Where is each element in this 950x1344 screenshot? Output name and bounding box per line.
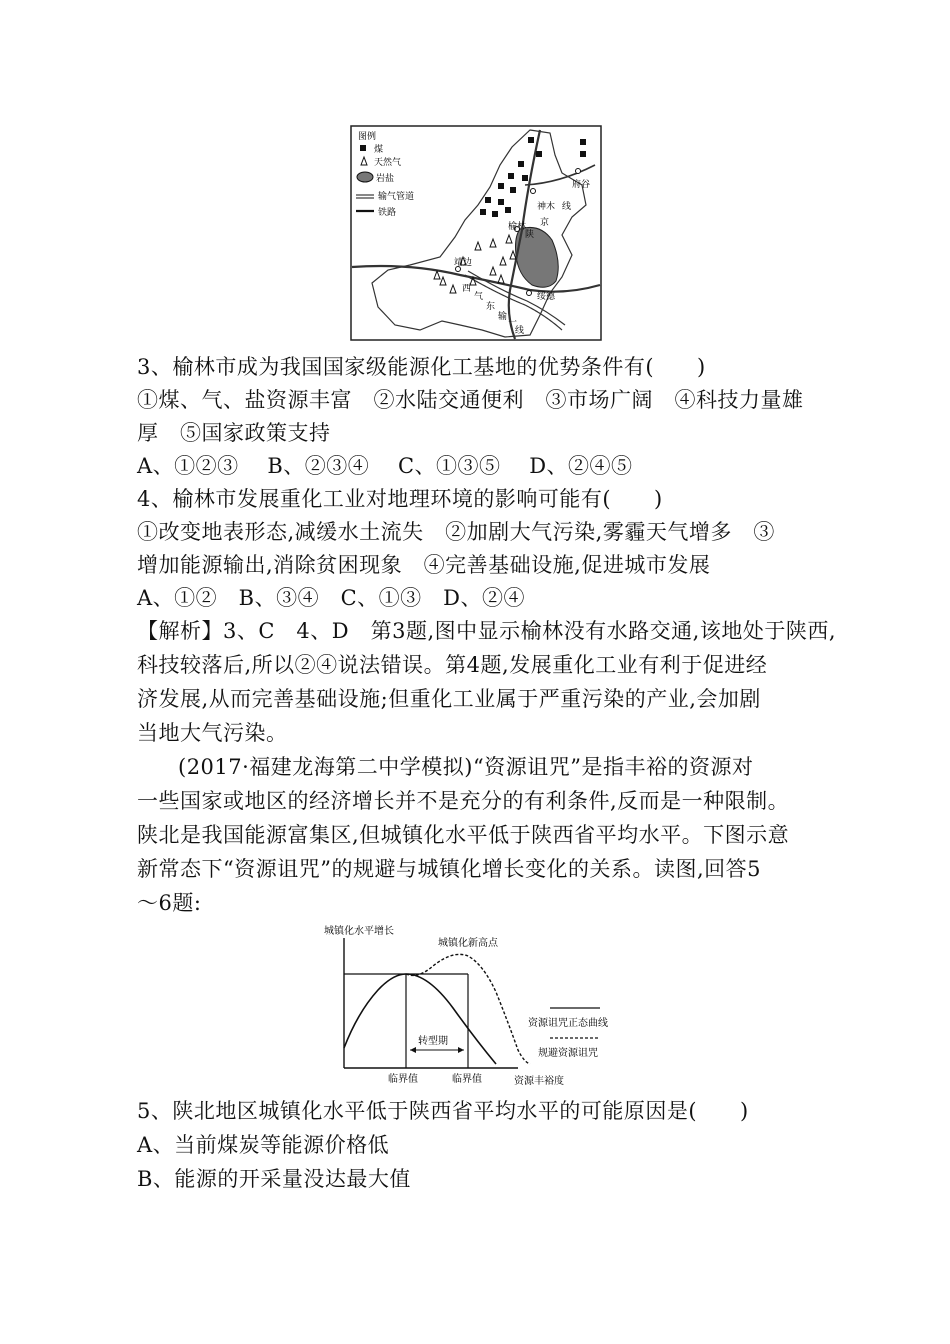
pipeline-label-char: 输 [498, 312, 508, 322]
legend-normal-curve: 资源诅咒正态曲线 [528, 1018, 608, 1029]
place-shenmu: 神木 [537, 202, 556, 212]
pipeline-label-char: 东 [486, 302, 496, 312]
q4-options-line1: ①改变地表形态,减缓水土流失 ②加剧大气污染,雾霾天气增多 ③ [137, 520, 775, 544]
rail-label-char: 线 [562, 202, 572, 212]
pipeline-label-char: 西 [462, 284, 472, 294]
q5-option-a: A、当前煤炭等能源价格低 [137, 1133, 390, 1157]
resource-curse-diagram [318, 922, 638, 1090]
q3-options-line2: 厚 ⑤国家政策支持 [137, 421, 331, 445]
intro-line5: ～6题: [137, 891, 202, 915]
q3-options-line1: ①煤、气、盐资源丰富 ②水陆交通便利 ③市场广阔 ④科技力量雄 [137, 388, 804, 412]
yulin-resource-map [350, 125, 602, 341]
intro-line1: (2017·福建龙海第二中学模拟)“资源诅咒”是指丰裕的资源对 [178, 755, 754, 779]
legend-salt: 岩盐 [376, 174, 395, 184]
place-jingbian: 靖边 [454, 258, 473, 268]
x-axis-label: 资源丰裕度 [514, 1076, 564, 1087]
intro-line3: 陕北是我国能源富集区,但城镇化水平低于陕西省平均水平。下图示意 [137, 823, 790, 847]
place-yulin: 榆林 [508, 222, 527, 232]
analysis-line4: 当地大气污染。 [137, 721, 288, 745]
q4-stem: 4、榆林市发展重化工业对地理环境的影响可能有( ) [137, 487, 663, 511]
legend-railway: 铁路 [378, 208, 397, 218]
place-suide: 绥德 [537, 292, 556, 302]
q5-option-b: B、能源的开采量没达最大值 [137, 1167, 411, 1191]
rail-label-char: 陕 [525, 230, 535, 240]
q3-choices: A、①②③ B、②③④ C、①③⑤ D、②④⑤ [137, 454, 633, 478]
legend-title: 图例 [358, 132, 377, 142]
intro-line2: 一些国家或地区的经济增长并不是充分的有利条件,反而是一种限制。 [137, 789, 790, 813]
q5-stem: 5、陕北地区城镇化水平低于陕西省平均水平的可能原因是( ) [137, 1099, 749, 1123]
place-fugu: 府谷 [572, 180, 591, 190]
rail-label-char: 京 [540, 218, 550, 228]
legend-gas: 天然气 [374, 158, 402, 168]
y-axis-label: 城镇化水平增长 [324, 926, 394, 937]
analysis-line2: 科技较落后,所以②④说法错误。第4题,发展重化工业有利于促进经 [137, 653, 768, 677]
pipeline-label-char: 线 [515, 326, 525, 336]
analysis-line1: 【解析】3、C 4、D 第3题,图中显示榆林没有水路交通,该地处于陕西, [137, 619, 837, 643]
q4-options-line2: 增加能源输出,消除贫困现象 ④完善基础设施,促进城市发展 [137, 553, 711, 577]
q3-stem: 3、榆林市成为我国国家级能源化工基地的优势条件有( ) [137, 355, 706, 379]
q4-choices: A、①② B、③④ C、①③ D、②④ [137, 586, 526, 610]
new-peak-label: 城镇化新高点 [438, 938, 498, 949]
legend-pipeline: 输气管道 [378, 192, 415, 202]
transition-period-label: 转型期 [418, 1036, 448, 1047]
pipeline-label-char: 气 [474, 292, 484, 302]
critical-value-1: 临界值 [388, 1074, 418, 1085]
legend-coal: 煤 [374, 145, 384, 155]
analysis-line3: 济发展,从而完善基础设施;但重化工业属于严重污染的产业,会加剧 [137, 687, 761, 711]
legend-avoid-curse: 规避资源诅咒 [538, 1048, 598, 1059]
pipeline-label-char: 一 [508, 318, 518, 328]
critical-value-2: 临界值 [452, 1074, 482, 1085]
intro-line4: 新常态下“资源诅咒”的规避与城镇化增长变化的关系。读图,回答5 [137, 857, 762, 881]
